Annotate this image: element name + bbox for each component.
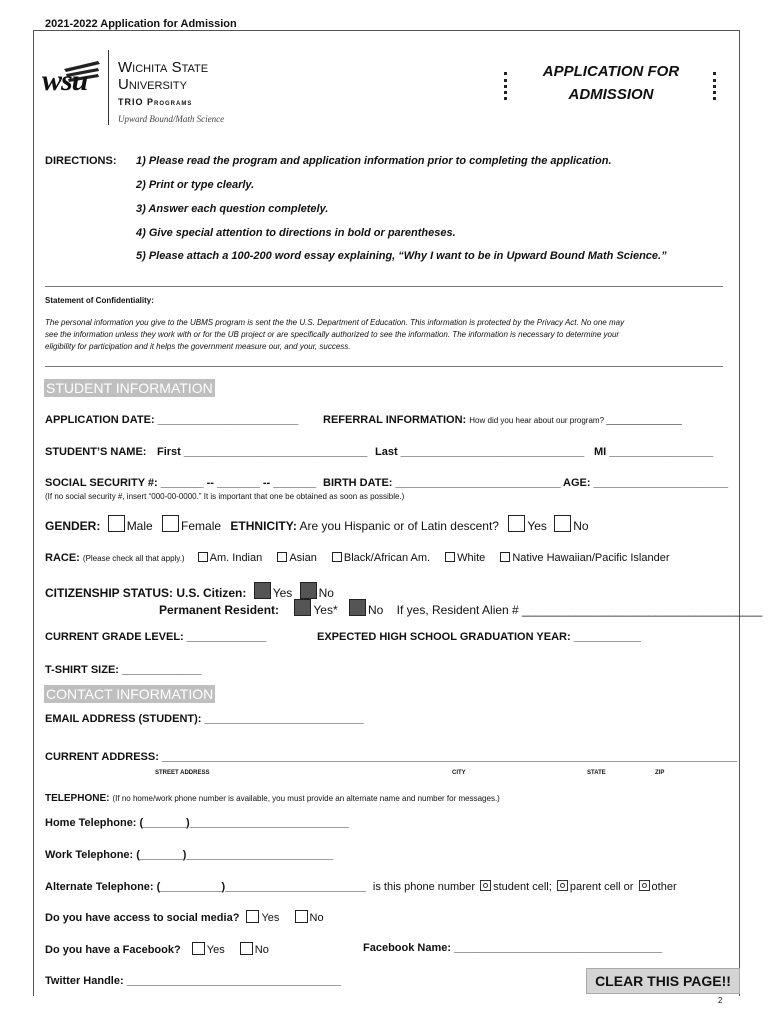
social-media-row [45, 910, 324, 924]
social-media-question: Do you have access to social media? [45, 912, 240, 924]
parent-cell-label: parent cell or [569, 881, 634, 893]
social-yes-checkbox[interactable] [246, 910, 259, 923]
confidentiality-text-2: see the information unless they work with or for the UB project or are specifically authorized to see the information. The information is necessary to determine your [45, 330, 620, 339]
referral-field[interactable] [323, 414, 682, 426]
race-checkbox[interactable] [332, 552, 342, 562]
other-radio[interactable] [639, 880, 650, 891]
ssn-note: (If no social security #, insert “000-00-0000.” It is important that one be obtained as soon as possible.) [45, 492, 405, 501]
tshirt-size-field[interactable]: T-SHIRT SIZE: _____________ [45, 664, 202, 676]
race-option: Asian [289, 552, 317, 564]
permanent-resident-row [159, 599, 762, 617]
page-number: 2 [718, 996, 723, 1005]
gender-row [45, 515, 589, 533]
direction-item: 3) Answer each question completely. [136, 203, 329, 215]
facebook-no-checkbox[interactable] [240, 942, 253, 955]
right-dotted-rule [713, 72, 716, 100]
twitter-handle-field[interactable]: Twitter Handle: ___________________________________ [45, 975, 341, 987]
social-yes-label: Yes [261, 912, 280, 924]
telephone-heading [45, 792, 500, 804]
direction-item: 5) Please attach a 100-200 word essay explaining, “Why I want to be in Upward Bound Math Science.” [136, 250, 667, 262]
app-title-line-2: ADMISSION [568, 86, 654, 103]
social-no-checkbox[interactable] [295, 910, 308, 923]
divider [45, 286, 723, 287]
race-note: (Please check all that apply.) [82, 554, 185, 563]
address-field[interactable]: CURRENT ADDRESS: ______________________________________________________________________________________________ [45, 751, 737, 763]
direction-item: 4) Give special attention to directions in bold or parentheses. [136, 227, 456, 239]
age-field[interactable]: AGE: ______________________ [563, 477, 729, 489]
social-no-label: No [309, 912, 324, 924]
resident-alien-field[interactable]: If yes, Resident Alien # ____________________________________ [396, 603, 763, 617]
alternate-telephone-row [45, 880, 677, 893]
confidentiality-text-3: eligibility for participation and it helps the government measure our, and your, success. [45, 342, 351, 351]
facebook-row [45, 942, 269, 956]
directions-label: DIRECTIONS: [45, 155, 117, 167]
form-header-title: 2021-2022 Application for Admission [45, 18, 237, 30]
male-label: Male [126, 519, 153, 533]
ssn-field[interactable]: SOCIAL SECURITY #: _______ -- _______ -- _______ [45, 477, 317, 489]
clear-page-button[interactable]: CLEAR THIS PAGE!! [586, 968, 740, 994]
left-dotted-rule [504, 72, 507, 100]
race-option: Native Hawaiian/Pacific Islander [512, 552, 670, 564]
logo-line-4: Upward Bound/Math Science [118, 114, 225, 124]
confidentiality-text-1: The personal information you give to the UBMS program is sent the the U.S. Department of Education. This information is protected by the Privacy Act. No one may [45, 318, 625, 327]
logo-line-1: Wichita State [118, 59, 209, 76]
app-title-line-1: APPLICATION FOR [542, 63, 680, 80]
logo-line-3: TRIO Programs [118, 97, 193, 107]
birth-date-field[interactable]: BIRTH DATE: ___________________________ [323, 477, 561, 489]
graduation-year-field[interactable]: EXPECTED HIGH SCHOOL GRADUATION YEAR: ___________ [317, 631, 641, 643]
gender-label: GENDER: [45, 519, 101, 533]
perm-res-yes-checkbox[interactable] [294, 599, 311, 616]
hispanic-yes-checkbox[interactable] [508, 515, 525, 532]
race-option: White [457, 552, 486, 564]
referral-label: REFERRAL INFORMATION: [323, 414, 467, 426]
ethnicity-label: ETHNICITY: [230, 519, 297, 533]
facebook-no-label: No [254, 944, 269, 956]
middle-initial-field[interactable]: MI _________________ [594, 446, 714, 458]
logo-mark: wsu [42, 64, 88, 97]
student-info-heading: STUDENT INFORMATION [46, 380, 213, 396]
race-label: RACE: [45, 552, 80, 564]
race-option: Black/African Am. [343, 552, 431, 564]
other-label: other [651, 881, 677, 893]
race-row [45, 552, 670, 564]
alt-phone-question: is this phone number [372, 881, 476, 893]
student-name-label: STUDENT’S NAME: [45, 446, 147, 458]
logo-divider [108, 50, 109, 125]
male-checkbox[interactable] [108, 515, 125, 532]
race-option: Am. Indian [209, 552, 263, 564]
application-date-field[interactable]: APPLICATION DATE: _______________________ [45, 414, 299, 426]
permanent-resident-label: Permanent Resident: [159, 603, 280, 617]
citizen-yes-label: Yes [272, 586, 293, 600]
last-name-field[interactable]: Last ______________________________ [375, 446, 585, 458]
ethnicity-question: Are you Hispanic or of Latin descent? [299, 519, 499, 533]
telephone-note: (If no home/work phone number is available, you must provide an alternate name and number for messages.) [112, 794, 500, 803]
facebook-question: Do you have a Facebook? [45, 944, 181, 956]
facebook-yes-checkbox[interactable] [192, 942, 205, 955]
facebook-yes-label: Yes [206, 944, 225, 956]
facebook-name-field[interactable]: Facebook Name: __________________________________ [363, 942, 663, 954]
home-telephone-field[interactable]: Home Telephone: (_______)__________________________ [45, 817, 349, 829]
work-telephone-field[interactable]: Work Telephone: (_______)________________________ [45, 849, 334, 861]
confidentiality-heading: Statement of Confidentiality: [45, 296, 154, 305]
race-checkbox[interactable] [445, 552, 455, 562]
contact-info-heading: CONTACT INFORMATION [46, 686, 214, 702]
citizenship-row [45, 582, 334, 600]
referral-question: How did you hear about our program? _________________ [469, 416, 682, 425]
city-caption: CITY [452, 770, 466, 776]
perm-res-yes-label: Yes* [313, 603, 338, 617]
email-field[interactable]: EMAIL ADDRESS (STUDENT): __________________________ [45, 713, 364, 725]
direction-item: 2) Print or type clearly. [136, 179, 255, 191]
female-checkbox[interactable] [162, 515, 179, 532]
telephone-label: TELEPHONE: [45, 793, 110, 804]
alternate-telephone-field[interactable]: Alternate Telephone: (__________)_______________________ [45, 881, 366, 893]
hispanic-yes-label: Yes [527, 519, 547, 533]
student-cell-label: student cell; [493, 881, 552, 893]
race-checkbox[interactable] [277, 552, 287, 562]
race-checkbox[interactable] [198, 552, 208, 562]
street-caption: STREET ADDRESS [155, 770, 210, 776]
perm-res-no-label: No [367, 603, 384, 617]
direction-item: 1) Please read the program and application information prior to completing the application. [136, 155, 612, 167]
hispanic-no-label: No [573, 519, 589, 533]
logo-line-2: University [118, 76, 187, 93]
citizenship-label: CITIZENSHIP STATUS: U.S. Citizen: [45, 586, 247, 600]
citizen-no-checkbox[interactable] [300, 582, 317, 599]
hispanic-no-checkbox[interactable] [554, 515, 571, 532]
divider [45, 366, 723, 367]
grade-level-field[interactable]: CURRENT GRADE LEVEL: _____________ [45, 631, 267, 643]
student-cell-radio[interactable] [480, 880, 491, 891]
perm-res-no-checkbox[interactable] [349, 599, 366, 616]
female-label: Female [181, 519, 222, 533]
parent-cell-radio[interactable] [557, 880, 568, 891]
first-name-field[interactable]: First ______________________________ [157, 446, 368, 458]
citizen-yes-checkbox[interactable] [254, 582, 271, 599]
state-caption: STATE [587, 770, 606, 776]
race-checkbox[interactable] [500, 552, 510, 562]
citizen-no-label: No [318, 586, 334, 600]
zip-caption: ZIP [655, 770, 665, 776]
